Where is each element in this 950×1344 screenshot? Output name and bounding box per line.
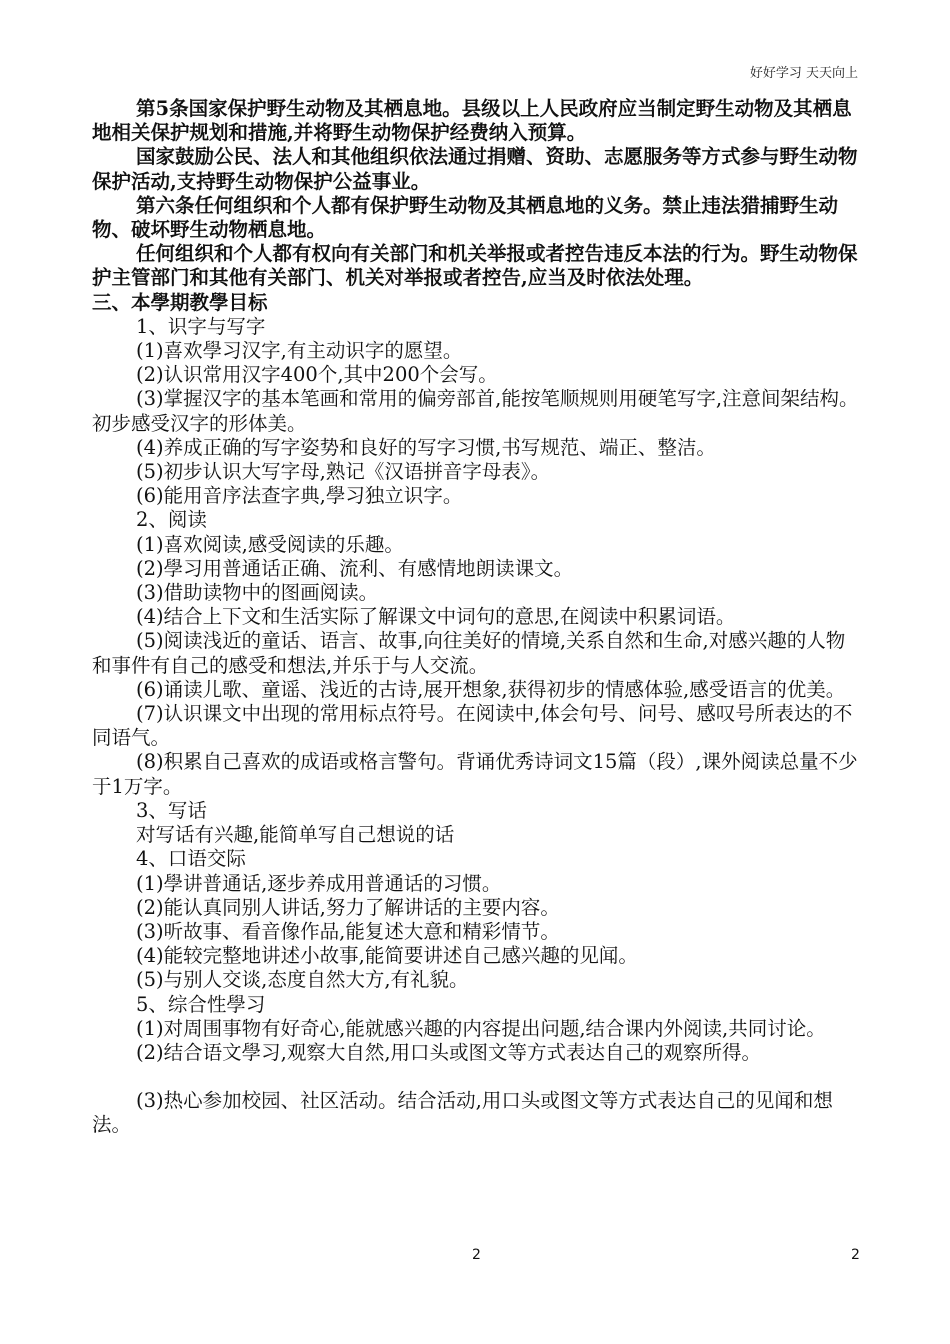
list-item: (6)诵读儿歌、童谣、浅近的古诗,展开想象,获得初步的情感体验,感受语言的优美。: [136, 677, 846, 701]
list-item: (3)听故事、看音像作品,能复述大意和精彩情节。: [136, 919, 560, 943]
list-item: (2)能认真同别人讲话,努力了解讲话的主要内容。: [136, 895, 560, 919]
list-item: (1)喜欢阅读,感受阅读的乐趣。: [136, 532, 404, 556]
list-item: (3)掌握汉字的基本笔画和常用的偏旁部首,能按笔顺规则用硬笔写字,注意间架结构。初步感受汉字的形体美。: [92, 387, 859, 435]
list-item: (3)借助读物中的图画阅读。: [136, 581, 379, 605]
section-heading: 三、本學期教學目标: [92, 290, 268, 314]
list-item: (3)热心参加校园、社区活动。结合活动,用口头或图文等方式表达自己的见闻和想法。: [92, 1089, 833, 1137]
list-item: (5)与别人交谈,态度自然大方,有礼貌。: [136, 968, 469, 992]
document-body: [92, 97, 862, 1138]
list-item: (4)结合上下文和生活实际了解课文中词句的意思,在阅读中积累词语。: [136, 605, 736, 629]
article-5-para: 第5条国家保护野生动物及其栖息地。县级以上人民政府应当制定野生动物及其栖息地相关保护规划和措施,并将野生动物保护经费纳入预算。: [92, 97, 852, 145]
article-6-para: 第六条任何组织和个人都有保护野生动物及其栖息地的义务。禁止违法猎捕野生动物、破坏野生动物栖息地。: [92, 193, 839, 242]
subheading-reading: 2、阅读: [136, 508, 207, 532]
subheading-speaking: 4、口语交际: [136, 847, 246, 871]
list-item: (8)积累自己喜欢的成语或格言警句。背诵优秀诗词文15篇（段）,课外阅读总量不少于1万字。: [92, 750, 858, 798]
page-number-right: 2: [851, 1247, 860, 1263]
subheading-literacy: 1、识字与写字: [136, 314, 266, 338]
list-item: (2)结合语文學习,观察大自然,用口头或图文等方式表达自己的观察所得。: [136, 1040, 762, 1064]
list-item: (5)阅读浅近的童话、语言、故事,向往美好的情境,关系自然和生命,对感兴趣的人物和事件有自己的感受和想法,并乐于与人交流。: [92, 629, 846, 677]
list-item: (5)初步认识大写字母,熟记《汉语拼音字母表》。: [136, 460, 551, 484]
list-item: (1)喜欢學习汉字,有主动识字的愿望。: [136, 339, 463, 363]
subheading-comprehensive: 5、综合性學习: [136, 992, 266, 1016]
list-item: (7)认识课文中出现的常用标点符号。在阅读中,体会句号、问号、感叹号所表达的不同语气。: [92, 702, 853, 750]
list-item: (1)學讲普通话,逐步养成用普通话的习惯。: [136, 871, 502, 895]
list-item: (2)认识常用汉字400个,其中200个会写。: [136, 363, 498, 387]
list-item: (1)对周围事物有好奇心,能就感兴趣的内容提出问题,结合课内外阅读,共同讨论。: [136, 1016, 826, 1040]
list-item: (4)能较完整地讲述小故事,能简要讲述自己感兴趣的见闻。: [136, 944, 638, 968]
list-item: 对写话有兴趣,能简单写自己想说的话: [136, 823, 455, 847]
page-number-center: 2: [472, 1247, 481, 1263]
list-item: (4)养成正确的写字姿势和良好的写字习惯,书写规范、端正、整洁。: [136, 435, 716, 459]
list-item: (6)能用音序法查字典,學习独立识字。: [136, 484, 463, 508]
report-para: 任何组织和个人都有权向有关部门和机关举报或者控告违反本法的行为。野生动物保护主管部门和其他有关部门、机关对举报或者控告,应当及时依法处理。: [92, 242, 858, 290]
subheading-writing: 3、写话: [136, 798, 207, 822]
blank-line: [92, 1065, 862, 1089]
page-header: 好好学习 天天向上: [749, 66, 858, 81]
encourage-para: 国家鼓励公民、法人和其他组织依法通过捐赠、资助、志愿服务等方式参与野生动物保护活动,支持野生动物保护公益事业。: [92, 145, 858, 193]
list-item: (2)學习用普通话正确、流利、有感情地朗读课文。: [136, 556, 574, 580]
